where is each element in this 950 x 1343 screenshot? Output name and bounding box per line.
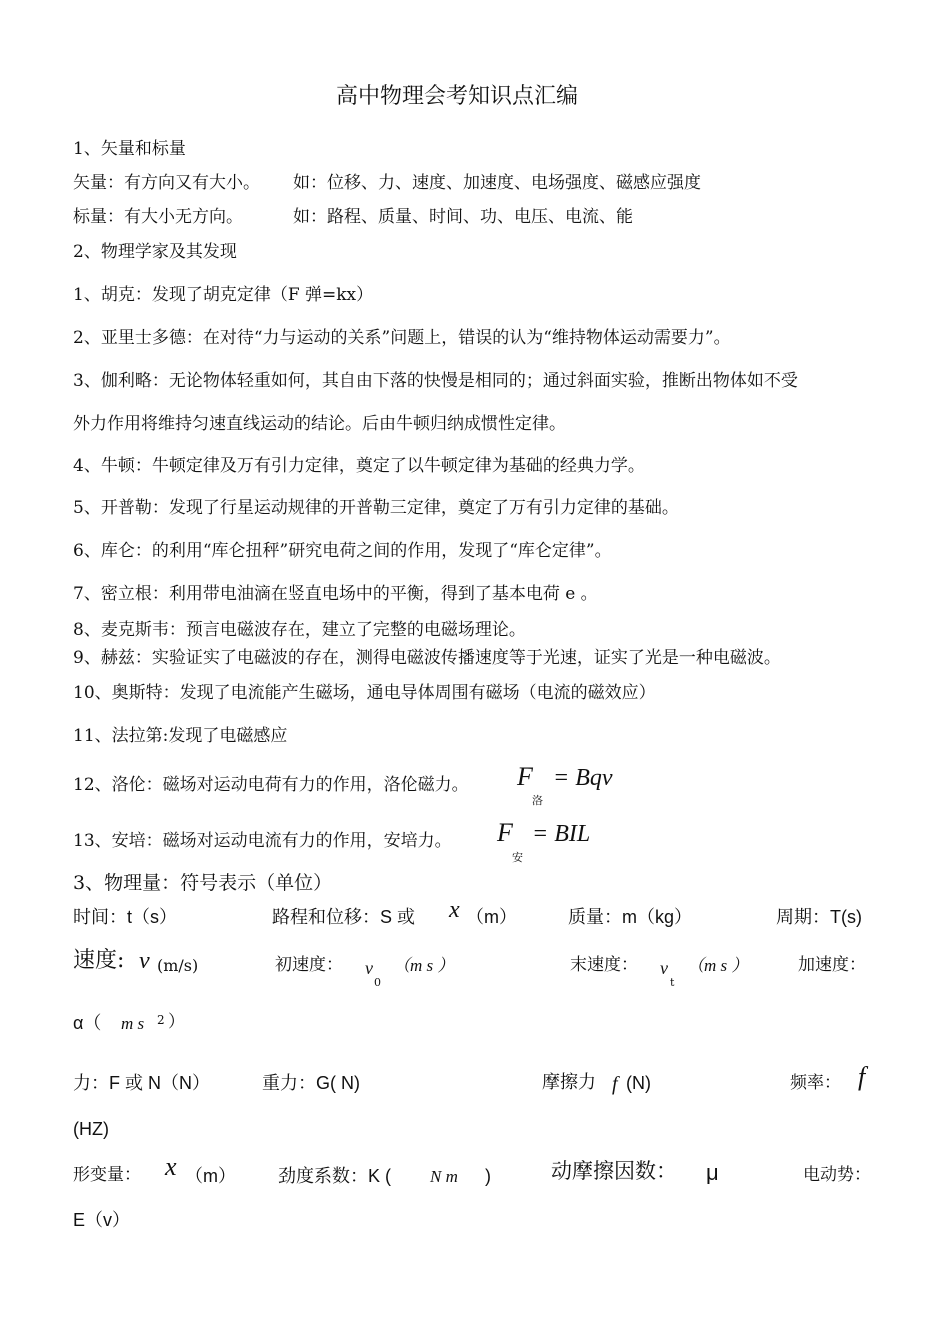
initial-velocity-unit: （m s ） — [393, 956, 455, 975]
speed-symbol: v — [139, 948, 150, 974]
section-heading-2: 2、物理学家及其发现 — [73, 242, 237, 262]
final-velocity-label: 末速度： — [570, 955, 638, 975]
deformation-unit: （m） — [185, 1166, 236, 1186]
time-quantity: 时间：t（s） — [73, 907, 178, 927]
vector-definition: 矢量：有方向又有大小。 — [73, 173, 260, 193]
frequency-label: 频率： — [790, 1073, 841, 1093]
force-quantity: 力：F 或 N（N） — [73, 1073, 210, 1093]
list-item: 7、密立根：利用带电油滴在竖直电场中的平衡，得到了基本电荷 e 。 — [73, 584, 598, 604]
list-item: 12、洛伦：磁场对运动电荷有力的作用，洛伦磁力。 — [73, 775, 469, 795]
acceleration-symbol: α（ — [73, 1013, 102, 1033]
list-item: 3、伽利略：无论物体轻重如何，其自由下落的快慢是相同的；通过斜面实验，推断出物体如不受 — [73, 371, 798, 391]
list-item: 5、开普勒：发现了行星运动规律的开普勒三定律，奠定了万有引力定律的基础。 — [73, 498, 679, 518]
lorentz-force-formula: = Bqv — [553, 765, 613, 791]
stiffness-label: 劲度系数：K ( — [278, 1166, 392, 1186]
list-item: 6、库仑：的利用“库仑扭秤”研究电荷之间的作用，发现了“库仑定律”。 — [73, 541, 612, 561]
friction-coefficient-label: 动摩擦因数： — [551, 1159, 677, 1183]
list-item: 11、法拉第:发现了电磁感应 — [73, 726, 288, 746]
final-velocity-unit: （m s ） — [687, 956, 749, 975]
displacement-symbol: x — [449, 897, 460, 923]
friction-coefficient-symbol: μ — [706, 1160, 719, 1185]
list-item: 8、麦克斯韦：预言电磁波存在，建立了完整的电磁场理论。 — [73, 620, 526, 640]
stiffness-unit: N m — [430, 1167, 458, 1186]
section-heading-3: 3、物理量：符号表示（单位） — [73, 872, 333, 894]
page-title: 高中物理会考知识点汇编 — [336, 84, 579, 109]
final-velocity-symbol: v — [660, 958, 668, 978]
mass-quantity: 质量：m（kg） — [568, 907, 693, 927]
list-item: 外力作用将维持匀速直线运动的结论。后由牛顿归纳成惯性定律。 — [73, 414, 566, 434]
speed-unit: (m/s) — [157, 956, 199, 975]
list-item: 13、安培：磁场对运动电流有力的作用，安培力。 — [73, 831, 452, 851]
final-velocity-subscript: t — [670, 976, 675, 989]
ampere-force-subscript: 安 — [512, 851, 523, 864]
deformation-symbol: x — [165, 1152, 177, 1181]
emf-quantity: E（v） — [73, 1210, 131, 1230]
speed-label: 速度: — [73, 948, 125, 973]
initial-velocity-symbol: v — [365, 958, 373, 978]
gravity-quantity: 重力：G( N) — [262, 1073, 360, 1093]
acceleration-label: 加速度： — [798, 955, 866, 975]
path-unit: （m） — [466, 907, 517, 927]
list-item: 2、亚里士多德：在对待“力与运动的关系”问题上，错误的认为“维持物体运动需要力”。 — [73, 328, 731, 348]
scalar-examples: 如：路程、质量、时间、功、电压、电流、能 — [293, 207, 633, 227]
acceleration-close: ） — [168, 1012, 185, 1032]
list-item: 4、牛顿：牛顿定律及万有引力定律，奠定了以牛顿定律为基础的经典力学。 — [73, 456, 645, 476]
path-quantity: 路程和位移：S 或 — [272, 907, 416, 927]
emf-label: 电动势： — [803, 1165, 871, 1185]
ampere-force-formula: = BIL — [532, 821, 591, 847]
vector-examples: 如：位移、力、速度、加速度、电场强度、磁感应强度 — [293, 173, 701, 193]
section-heading-1: 1、矢量和标量 — [73, 139, 186, 159]
frequency-unit: (HZ) — [73, 1119, 109, 1139]
scalar-definition: 标量：有大小无方向。 — [73, 207, 243, 227]
frequency-symbol: f — [858, 1062, 866, 1091]
acceleration-unit-exponent: 2 — [157, 1013, 165, 1027]
deformation-label: 形变量： — [73, 1165, 141, 1185]
list-item: 9、赫兹：实验证实了电磁波的存在，测得电磁波传播速度等于光速，证实了光是一种电磁波。 — [73, 648, 781, 668]
friction-unit: (N) — [626, 1073, 651, 1093]
lorentz-force-subscript: 洛 — [532, 794, 543, 807]
ampere-force-symbol: F — [497, 818, 513, 847]
stiffness-close: ) — [485, 1166, 491, 1186]
friction-symbol: f — [612, 1073, 618, 1095]
list-item: 1、胡克：发现了胡克定律（F 弹=kx） — [73, 285, 374, 305]
initial-velocity-label: 初速度： — [275, 955, 343, 975]
lorentz-force-symbol: F — [517, 762, 533, 791]
acceleration-unit: m s — [121, 1014, 145, 1033]
initial-velocity-subscript: 0 — [374, 976, 381, 989]
friction-label: 摩擦力 — [542, 1072, 596, 1093]
list-item: 10、奥斯特：发现了电流能产生磁场，通电导体周围有磁场（电流的磁效应） — [73, 683, 656, 703]
period-quantity: 周期：T(s) — [776, 907, 862, 927]
